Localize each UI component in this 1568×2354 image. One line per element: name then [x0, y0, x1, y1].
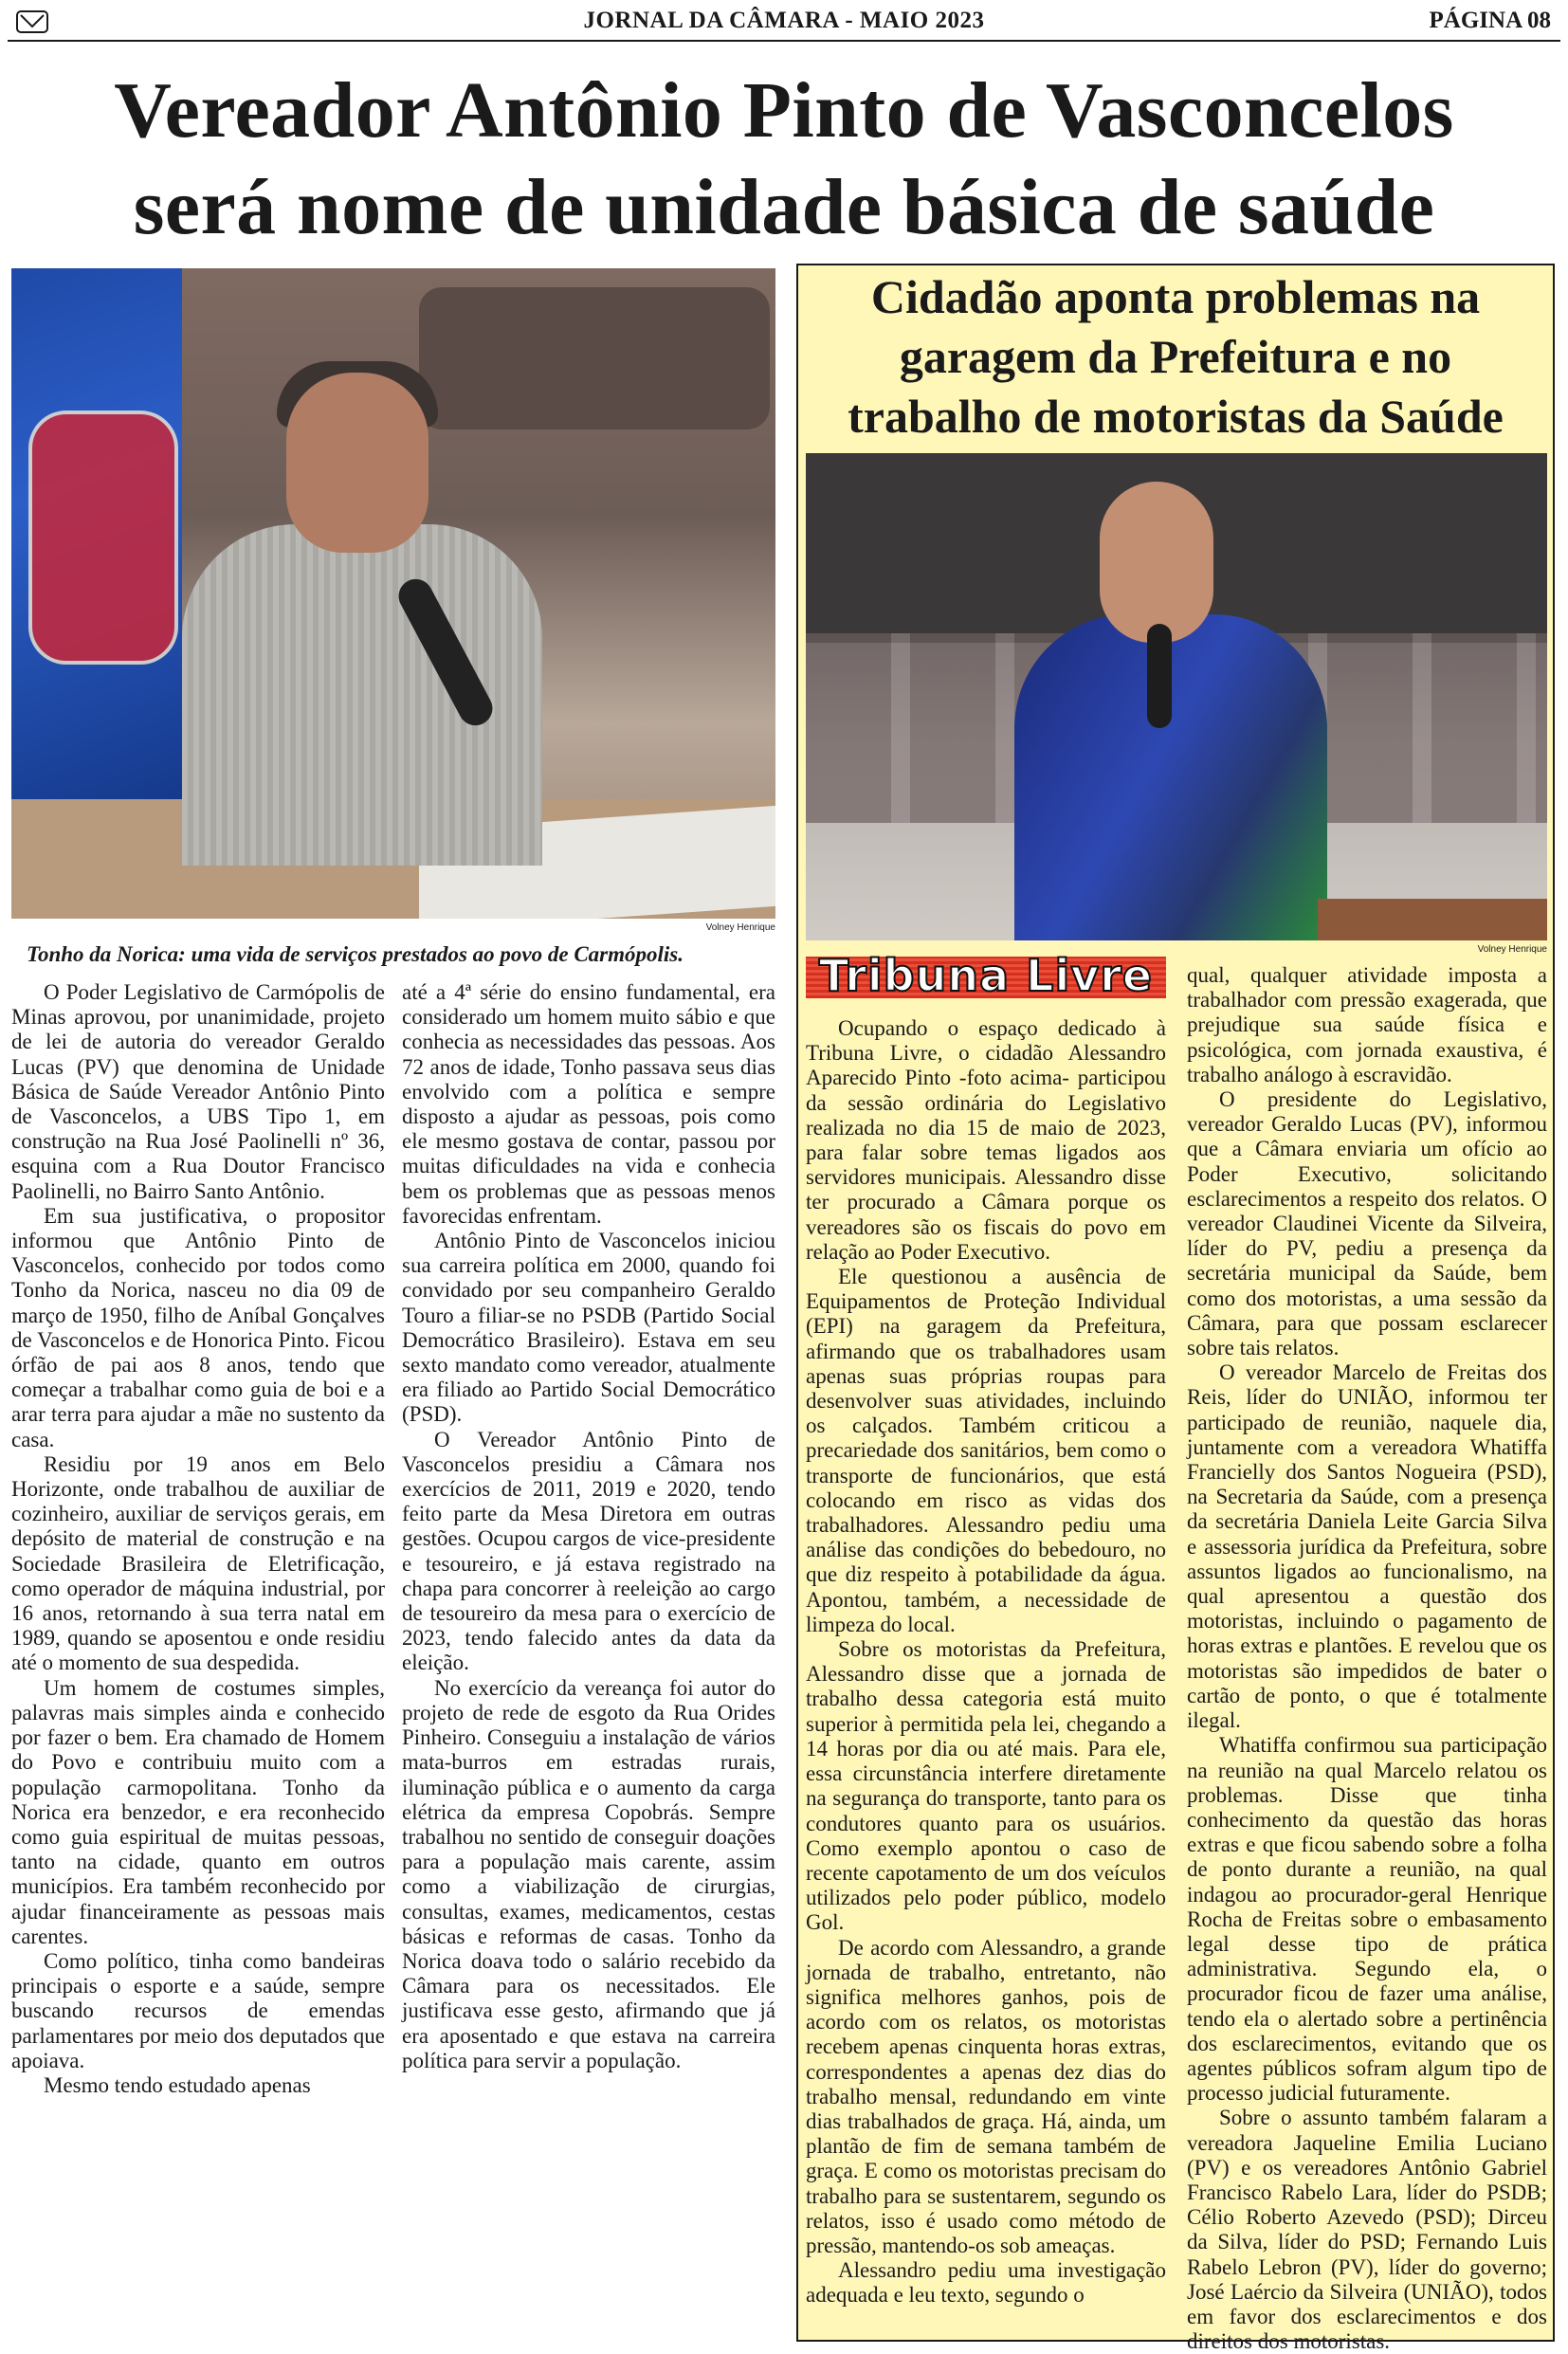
side-article-column-1 — [806, 1016, 1166, 2308]
face — [286, 373, 428, 553]
side-article-column-2 — [1187, 963, 1547, 2354]
side-headline-line-1: Cidadão aponta problemas na — [870, 270, 1481, 323]
paragraph: Whatiffa confirmou sua participação na reunião na qual Marcelo relatou os problemas. Disse que tinha conhecimento da questão das horas extras e que ficou sabendo sobre a folha de ponto durante a reunião, na qual indagou ao procurador-geral Henrique Rocha de Freitas sobre o embasamento legal desse tipo de prática administrativa. Segundo ela, o procurador ficou de fazer uma análise, tendo ela o alertado sobre a pertinência dos esclarecimentos, evitando que os agentes públicos sofram algum tipo de processo judicial futuramente. — [1187, 1733, 1547, 2106]
paragraph: Residiu por 19 anos em Belo Horizonte, onde trabalhou de auxiliar de cozinheiro, auxiliar de serviços gerais, em depósito de material de construção e na Sociedade Brasileira de Eletrificação, como operador de máquina industrial, por 16 anos, retornando à sua terra natal em 1989, quando se aposentou e onde residiu até o momento de sua despedida. — [11, 1451, 385, 1675]
checked-shirt — [182, 524, 542, 866]
side-photo-credit: Volney Henrique — [1477, 944, 1547, 955]
paragraph: Sobre o assunto também falaram a vereadora Jaqueline Emilia Luciano (PV) e os vereadores Antônio Gabriel Francisco Rabelo Lara, líder do PSDB; Célio Roberto Azevedo (PSD); Dirceu da Silva, líder do PSD; Fernando Luis Rabelo Lebron (PV), líder do governo; José Laércio da Silveira (UNIÃO), todos em favor dos esclarecimentos e dos direitos dos motoristas. — [1187, 2106, 1547, 2354]
paragraph: Ele questionou a ausência de Equipamentos de Proteção Individual (EPI) na garagem da Prefeitura, afirmando que os trabalhadores usam apenas suas próprias roupas para desenvolver suas atividades, incluindo os calçados. Também criticou a precariedade dos sanitários, bem como o transporte de funcionários, que está colocando em risco as vidas dos trabalhadores. Alessandro pediu uma análise das condições do bebedouro, no que diz respeito à potabilidade da água. Apontou, também, a necessidade de limpeza do local. — [806, 1265, 1166, 1636]
main-photo-credit: Volney Henrique — [705, 922, 775, 933]
paragraph: No exercício da vereança foi autor do projeto de rede de esgoto da Rua Orides Pinheiro. Conseguiu a instalação de vários mata-burros em estradas rurais, iluminação pública e o aumento da carga elétrica da empresa Copobrás. Sempre trabalhou no sentido de conseguir doações para a população mais carente, assim como a viabilização de cirurgias, consultas, exames, medicamentos, cestas básicas e reformas de casas. Tonho da Norica doava todo o salário recebido da Câmara para os necessitados. Ele justificava esse gesto, afirmando que já era aposentado e que estava na carreira política para servir a população. — [402, 1675, 775, 2072]
flag-seal — [28, 411, 178, 665]
main-headline-line-2: será nome de unidade básica de saúde — [133, 163, 1435, 251]
publication-title: JORNAL DA CÂMARA - MAIO 2023 — [583, 8, 985, 33]
paragraph: O presidente do Legislativo, vereador Geraldo Lucas (PV), informou que a Câmara enviaria um ofício ao Poder Executivo, solicitando esclarecimentos a respeito dos relatos. O vereador Claudinei Vicente da Silveira, líder do PV, pediu a presença da secretária municipal da Saúde, bem como dos motoristas, a uma sessão da Câmara, para que possam esclarecer sobre tais relatos. — [1187, 1087, 1547, 1360]
header-rule — [8, 40, 1560, 42]
main-article-photo — [11, 268, 775, 919]
main-article-column-1 — [11, 980, 385, 2098]
lectern — [1318, 899, 1547, 940]
speaker-face — [1100, 482, 1213, 643]
tribuna-livre-banner — [806, 951, 1166, 1000]
page-number: PÁGINA 08 — [1429, 8, 1551, 33]
councilman-figure — [182, 344, 523, 837]
side-headline — [798, 267, 1553, 447]
municipal-flag — [11, 268, 182, 799]
paragraph: Mesmo tendo estudado apenas — [44, 2072, 311, 2097]
microphone-icon — [1147, 624, 1172, 728]
paragraph: Em sua justificativa, o propositor informou que Antônio Pinto de Vasconcelos, conhecido por todos como Tonho da Norica, nasceu no dia 09 de março de 1950, filho de Aníbal Gonçalves de Vasconcelos e de Honorica Pinto. Ficou órfão de pai aos 8 anos, tendo que começar a trabalhar como guia de boi e a arar terra para ajudar a mãe no sustento da casa. — [11, 1203, 385, 1451]
main-article-column-2 — [402, 980, 775, 2073]
paragraph: Um homem de costumes simples, palavras mais simples ainda e conhecido por fazer o bem. Era chamado de Homem do Povo e contribuiu muito com a população carmopolitana. Tonho da Norica era benzedor, e era reconhecido como guia espiritual de muitas pessoas, tanto na cidade, quanto em outros municípios. Era também reconhecido por ajudar financeiramente as pessoas mais carentes. — [11, 1675, 385, 1948]
main-headline-line-1: Vereador Antônio Pinto de Vasconcelos — [114, 66, 1454, 155]
paragraph-continued: qual, qualquer atividade imposta a trabalhador com pressão exagerada, que prejudique sua saúde física e psicológica, com jornada exaustiva, é trabalho análogo à escravidão. — [1187, 963, 1547, 1086]
paragraph: Antônio Pinto de Vasconcelos iniciou sua carreira política em 2000, quando foi convidado por seu companheiro Geraldo Touro a filiar-se no PSDB (Partido Social Democrático Brasileiro). Estava em seu sexto mandato como vereador, atualmente era filiado ao Partido Social Democrático (PSD). — [402, 1229, 775, 1427]
paragraph: Alessandro pediu uma investigação adequada e leu texto, segundo o — [806, 2258, 1166, 2308]
paragraph: Ocupando o espaço dedicado à Tribuna Livre, o cidadão Alessandro Aparecido Pinto -foto acima- participou da sessão ordinária do Legislativo realizada no dia 15 de maio de 2023, para falar sobre temas ligados aos servidores municipais. Alessandro disse ter procurado a Câmara porque os vereadores são os fiscais do povo em relação ao Poder Executivo. — [806, 1016, 1166, 1264]
side-article-photo — [806, 453, 1547, 940]
paragraph: Como político, tinha como bandeiras principais o esporte e a saúde, sempre buscando recursos de emendas parlamentares por meio dos deputados que apoiava. — [11, 1948, 385, 2072]
paragraph-continued: até a 4ª série do ensino fundamental, era considerado um homem muito sábio e que conhecia as necessidades das pessoas. Aos 72 anos de idade, Tonho passava seus dias envolvido com a política e sempre disposto a ajudar as pessoas, pois como ele mesmo gostava de contar, passou por muitas dificuldades na vida e conhecia bem os problemas que as pessoas menos favorecidas enfrentam. — [402, 980, 775, 1228]
side-headline-line-3: trabalho de motoristas da Saúde — [848, 390, 1504, 443]
side-headline-line-2: garagem da Prefeitura e no — [899, 330, 1452, 383]
paragraph: O vereador Marcelo de Freitas dos Reis, líder do UNIÃO, informou ter participado de reunião, naquele dia, juntamente com a vereadora Whatiffa Francielly dos Santos Nogueira (PSD), na Secretaria da Saúde, com a presença da secretária Daniela Leite Garcia Silva e assessoria jurídica da Prefeitura, sobre assuntos ligados ao funcionalismo, na qual apresentou a questão dos motoristas, incluindo o pagamento de horas extras e plantões. E revelou que os motoristas são impedidos de bater o cartão de ponto, o que é totalmente ilegal. — [1187, 1360, 1547, 1733]
paragraph: O Poder Legislativo de Carmópolis de Minas aprovou, por unanimidade, projeto de lei de autoria do vereador Geraldo Lucas (PV) que denomina de Unidade Básica de Saúde Vereador Antônio Pinto de Vasconcelos, a UBS Tipo 1, em construção na Rua José Paolinelli nº 36, esquina com a Rua Doutor Francisco Paolinelli, no Bairro Santo Antônio. — [11, 980, 385, 1203]
main-headline — [0, 63, 1568, 256]
paragraph: Sobre os motoristas da Prefeitura, Alessandro disse que a jornada de trabalho dessa categoria está muito superior à permitida pela lei, chegando a 14 horas por dia ou até mais. Para ele, essa circunstância interfere diretamente na segurança do transporte, tanto para os condutores quanto para os usuários. Como exemplo apontou o caso de recente capotamento de um dos veículos utilizados pelo poder público, modelo Gol. — [806, 1637, 1166, 1935]
paragraph: O Vereador Antônio Pinto de Vasconcelos presidiu a Câmara nos exercícios de 2011, 2019 e 2020, tendo feito parte da Mesa Diretora em outras gestões. Ocupou cargos de vice-presidente e tesoureiro, e já estava registrado na chapa para concorrer à reeleição ao cargo de tesoureiro da mesa para o exercício de 2023, tendo falecido antes da data da eleição. — [402, 1427, 775, 1675]
paragraph: De acordo com Alessandro, a grande jornada de trabalho, entretanto, não significa melhores ganhos, pois de acordo com os relatos, os motoristas recebem apenas cinquenta horas extras, correspondentes a apenas dez dias do trabalho mensal, redundando em vinte dias trabalhados de graça. Há, ainda, um plantão de fim de semana também de graça. E como os motoristas precisam do trabalho para se sustentarem, segundo os relatos, isso é usado como método de pressão, mantendo-os sob ameaças. — [806, 1935, 1166, 2257]
section-label: Tribuna Livre — [818, 950, 1154, 1001]
main-photo-caption: Tonho da Norica: uma vida de serviços prestados ao povo de Carmópolis. — [27, 942, 684, 966]
